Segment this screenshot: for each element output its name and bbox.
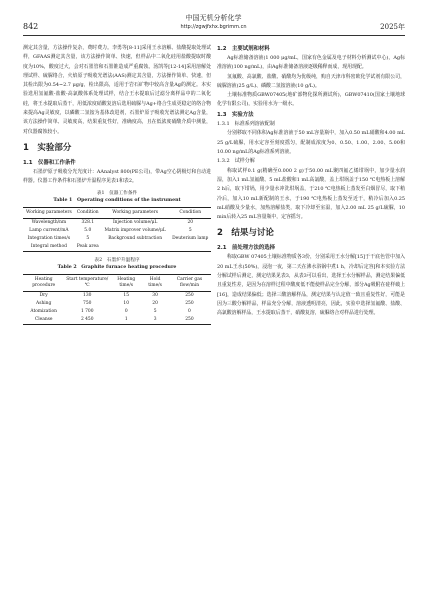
table1-caption-cn: 表1 仪器工作条件 xyxy=(96,190,138,196)
table-row xyxy=(23,243,211,252)
table-cell: 5.0 xyxy=(84,227,92,233)
standards-paragraph: 分别移取不同体积Ag标准溶液于50 mL容量瓶中，加入0.50 mL硝酸和4.00 mL 25 g/L硫脲，用水定容至刻度摇匀，配制成浓度为0、0.50、1.00、2.00、5.00和10.00 ng/mL的Ag标准系列溶液。 xyxy=(217,130,405,155)
table-cell: Peak area xyxy=(75,243,101,252)
table2-header: Carrier gas flow/min xyxy=(168,274,211,291)
table-cell: 30 xyxy=(152,292,158,298)
table-cell: 15 xyxy=(123,292,130,298)
table-cell: 0 xyxy=(124,308,128,314)
table-cell: 750 xyxy=(83,300,92,306)
table-cell: 20 xyxy=(187,219,194,225)
table-cell: 1 xyxy=(110,316,142,325)
subsubsection-heading-standards: 1.3.1 标准系列溶液配制 xyxy=(217,120,275,127)
table-cell: 250 xyxy=(185,300,194,306)
page-header xyxy=(0,12,427,42)
table-cell: 3 xyxy=(142,316,168,325)
table-operating-conditions xyxy=(23,207,211,252)
right-column xyxy=(217,44,405,319)
table-cell: Ashing xyxy=(36,300,52,306)
table1-header: Condition xyxy=(75,207,101,218)
table-cell: Wavelength/nm xyxy=(31,219,67,225)
table-cell: Background subtraction xyxy=(108,235,163,241)
table2-header: Heating time/s xyxy=(110,274,142,291)
table1-header: Working parameters xyxy=(101,207,170,218)
table1-header: Working parameters xyxy=(23,207,75,218)
header-rule xyxy=(23,35,405,36)
subsection-heading-instruments: 1.1 仪器和工作条件 xyxy=(23,159,76,166)
table-cell: 10 xyxy=(123,300,130,306)
section-heading-results: 2 结果与讨论 xyxy=(217,228,274,239)
table-cell: 130 xyxy=(83,292,92,298)
table-cell: 5 xyxy=(153,308,157,314)
table-cell: 5 xyxy=(188,227,192,233)
table-row xyxy=(23,291,211,300)
reagents-paragraph: Ag标准储备溶液(1 000 μg/mL，国家有色金属及电子材料分析测试中心)，Ag标准溶液(100 ng/mL)，由Ag标准储备溶液逐级稀释而成，现用现配。 xyxy=(217,55,405,71)
table-cell: Injection volume/μL xyxy=(112,219,158,225)
table2-caption-en: Table 2 Graphite furnace heating procedure xyxy=(57,265,177,271)
table1-header: Condition xyxy=(170,207,212,218)
table-cell: Cleanse xyxy=(23,316,64,325)
table-cell: 5 xyxy=(86,235,90,241)
pretreatment-paragraph: 称取GBW 07405土壤标准物质各3份，分别采用王水分解[15]于干底色管中加入20 mL王水(50%)，浸泡一夜，第二天在沸水浴锅中煮1 h，冷却后定容]和本实验方法分解试样后测定，测定结果见表3，从表3可以看出，选择王水分解样品，测定结果偏低且重复性差，是因为在溶样过程中酸度低不能使样品完全分解，部分Ag吸附在硅样破上[16]，造成结果偏低；选择三酸溶解样品，测定结果与认定值一致且重复性好，可能是因为三酸分解样品，样品充分分解，溶液透明清亮，因此，实验中选择氢氟酸、盐酸、高氯酸溶解样品，王水提取后蒸干，硝酸复溶，硫脲络合对样品进行处理。 xyxy=(217,254,405,317)
left-column xyxy=(23,44,211,330)
journal-url[interactable]: http://zgwjfxhx.bgrimm.cn xyxy=(180,24,247,30)
table-cell: Integral method xyxy=(23,243,75,252)
table-cell xyxy=(101,243,170,252)
table2-header: Heating procedure xyxy=(23,274,64,291)
subsubsection-heading-decomposition: 1.3.2 试样分解 xyxy=(217,158,255,165)
table-cell xyxy=(170,243,212,252)
reagents-paragraph: 土壤标准物质GBW07405(地矿部物化探所测试所)，GBW07410(国家土壤地球化学有限公司)，实验用水为一级水。 xyxy=(217,92,405,108)
table-row xyxy=(23,308,211,316)
page-number: 842 xyxy=(23,22,39,31)
table-row xyxy=(23,235,211,243)
subsection-heading-pretreatment: 2.1 前处理方法的选择 xyxy=(217,245,276,252)
table-cell: Atomization xyxy=(30,308,57,314)
table-row xyxy=(23,316,211,325)
subsection-heading-method: 1.3 实验方法 xyxy=(217,111,254,118)
table-row xyxy=(23,218,211,227)
reagents-paragraph: 氢氟酸、高氯酸、盐酸、硝酸均为优级纯，购自天津市科密欧化学试剂有限公司，硫脲溶液(25 g/L)、磷酸二氢铵溶液(10 g/L)。 xyxy=(217,73,405,89)
table-cell: 0 xyxy=(188,308,191,314)
decomposition-paragraph: 称取试样0.1 g(精确至0.000 2 g)于50.00 mL聚四氟乙烯坩埚中，加少量水润湿，加入1 mL氢氟酸、5 mL盐酸和1 mL高氯酸，盖上坩埚盖于150 ℃电热板上溶解2 h后，取下坩埚，用少量水冲洗坩埚盖，于210 ℃电热板上蒸发至白烟冒尽，取下稍冷后，加入10 mL新配制的王水，于190 ℃电热板上蒸发至近干，稍冷后加入0.25 mL硝酸及少量水，加热溶解盐类，取下冷却至室温，加入2.00 mL 25 g/L硫脲，10 min后转入25 mL容量瓶中，定容摇匀。 xyxy=(217,167,405,221)
publication-year: 2025年 xyxy=(380,23,405,31)
section-heading-experimental: 1 实验部分 xyxy=(23,142,72,153)
table2-header: Start temperature/℃ xyxy=(64,274,110,291)
table-row xyxy=(23,227,211,235)
table2-caption-cn: 表2 石墨炉升温程序 xyxy=(94,257,140,263)
journal-title: 中国无机分析化学 xyxy=(185,14,242,22)
table-cell: Matrix improver volume/μL xyxy=(104,227,166,233)
table-cell: Deuterium lamp xyxy=(172,235,209,241)
table-cell: 328.1 xyxy=(81,219,95,225)
table-cell: Lamp current/mA xyxy=(29,227,69,233)
table-cell: 250 xyxy=(185,292,194,298)
table-cell: 1 700 xyxy=(80,308,94,314)
table-cell: 250 xyxy=(168,316,211,325)
table-cell: Dry xyxy=(39,292,48,298)
table-cell: 2 450 xyxy=(64,316,110,325)
table-heating-procedure xyxy=(23,274,211,325)
instrument-paragraph: 石墨炉原子吸收分光光度计：AAnalyst 800(PE公司)，带Ag空心阴极灯和自动进样器。仪器工作条件和石墨炉升温程序见表1和表2。 xyxy=(23,168,211,185)
table-row xyxy=(23,300,211,308)
intro-paragraph: 测定其含量，方法操作复杂，费时费力。李勇等[8-11]采用王水溶解、盐酸提取处理试样，GFAAS测定其含量，该方法操作简单、快速，但样品中二氧化硅用盐酸提取时酸度为10%，酸度过大，会对石墨管和石墨锥造成严重腐蚀。汤凯等[12-14]采用溶解处理试样、硫脲络合，火焰原子吸收光谱法(AAS)测定其含量，方法操作简单、快速，但其检出限为0.54~2.7 μg/g，检出限高，适用于岩石矿物中较高含量Ag的测定。本实验选用氢氟酸-盐酸-高氯酸体系处理试样，结合王水提取后过滤分离样品中的二氧化硅，将王水提取后蒸干，用低浓度硝酸复溶后选用硫脲与Ag+络合生成更稳定的络合物来提高Ag灵敏度，以磷酸二氢铵为基体改进剂，石墨炉原子吸收光谱法测定Ag含量，该方法操作简单、灵敏度高，结果重复性好，准确度高，且在低浓度硝酸介质中测量，对仪器腐蚀较小。 xyxy=(23,45,211,135)
table-cell: 20 xyxy=(152,300,158,306)
subsection-heading-reagents: 1.2 主要试剂和材料 xyxy=(217,46,270,52)
table2-header: Hold time/s xyxy=(142,274,168,291)
table-cell: Integration times/s xyxy=(27,235,71,241)
table1-caption-en: Table 1 Operating conditions of the instrument xyxy=(53,198,181,204)
